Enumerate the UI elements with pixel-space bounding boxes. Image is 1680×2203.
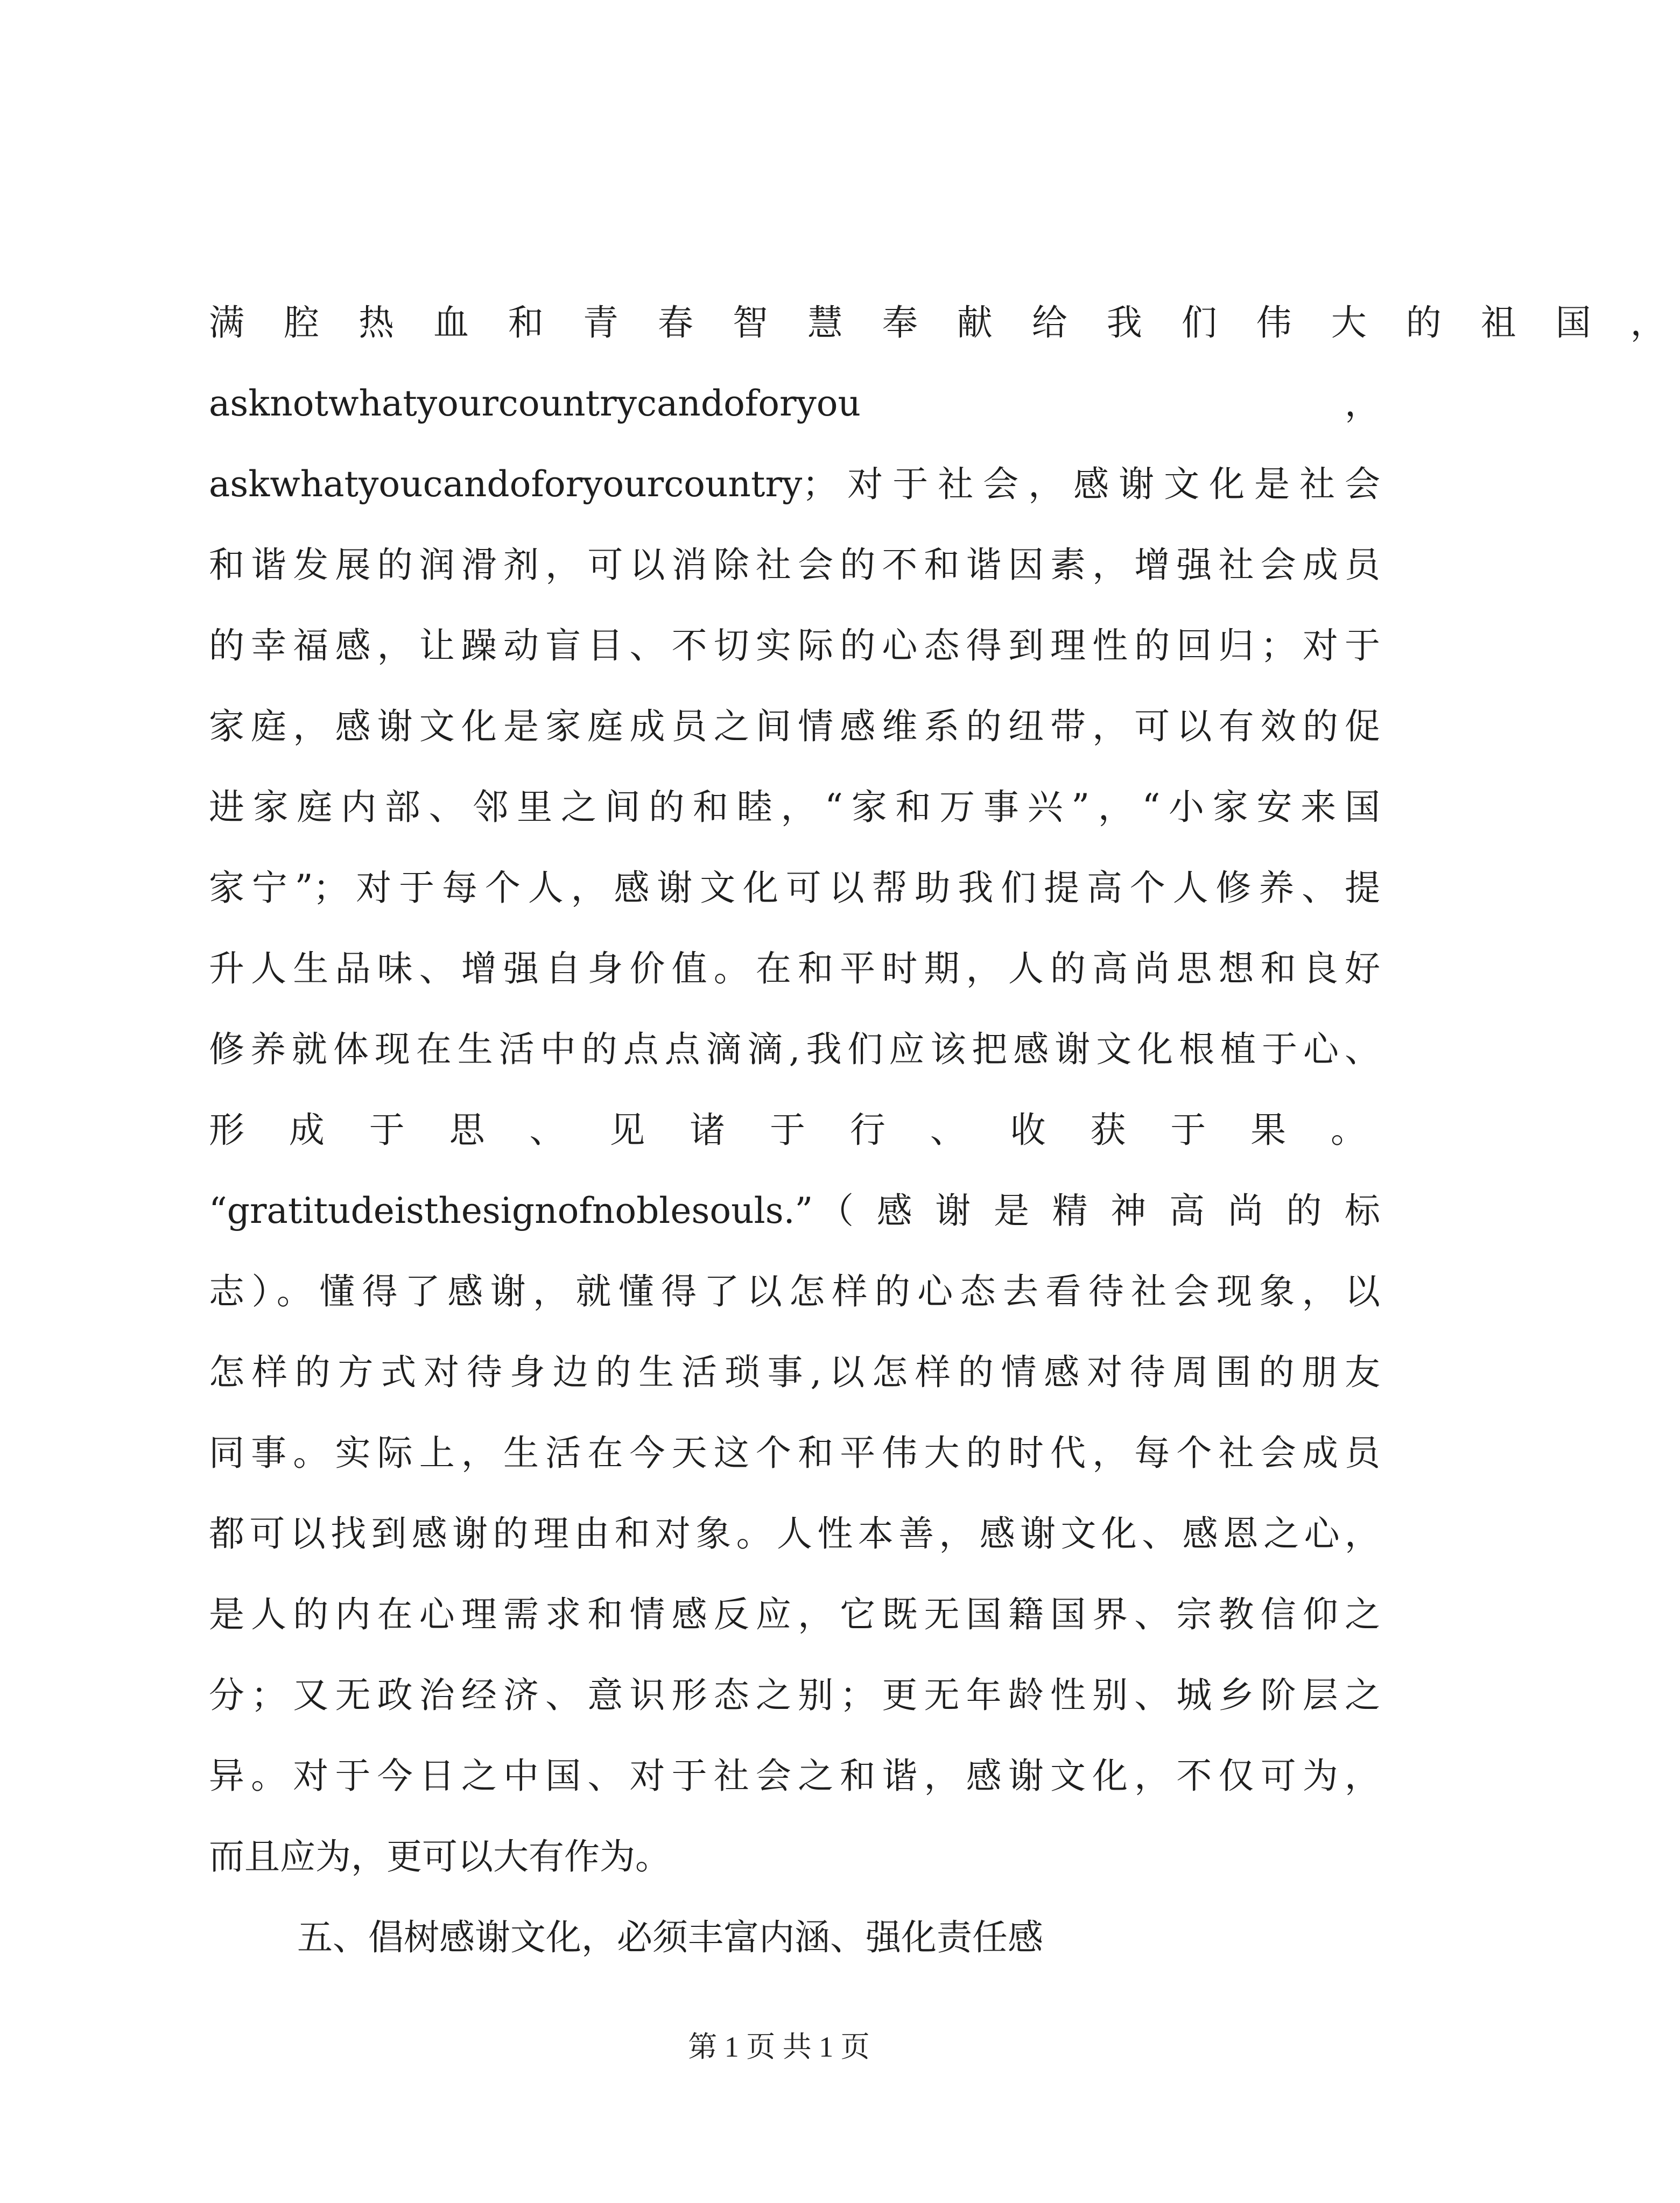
body-line: 进家庭内部、邻里之间的和睦，“家和万事兴”，“小家安来国	[209, 786, 1380, 828]
body-line: 怎样的方式对待身边的生活琐事,以怎样的情感对待周围的朋友	[209, 1352, 1380, 1393]
body-line: 异。对于今日之中国、对于社会之和谐，感谢文化，不仅可为，	[209, 1755, 1380, 1797]
body-line: 而且应为，更可以大有作为。	[209, 1836, 671, 1877]
body-line: asknotwhatyourcountrycandoforyou ，	[209, 383, 1380, 424]
body-line: 升人生品味、增强自身价值。在和平时期，人的高尚思想和良好	[209, 948, 1380, 989]
body-line: 同事。实际上，生活在今天这个和平伟大的时代，每个社会成员	[209, 1432, 1380, 1474]
body-line: 的幸福感，让躁动盲目、不切实际的心态得到理性的回归；对于	[209, 625, 1380, 666]
body-line: 都可以找到感谢的理由和对象。人性本善，感谢文化、感恩之心，	[209, 1513, 1380, 1554]
body-line: 和谐发展的润滑剂，可以消除社会的不和谐因素，增强社会成员	[209, 544, 1380, 586]
body-line: 满 腔 热 血 和 青 春 智 慧 奉 献 给 我 们 伟 大 的 祖 国 ，	[209, 302, 1680, 343]
body-line: 分；又无政治经济、意识形态之别；更无年龄性别、城乡阶层之	[209, 1674, 1380, 1716]
body-line: 是人的内在心理需求和情感反应，它既无国籍国界、宗教信仰之	[209, 1594, 1380, 1635]
body-line: 家庭，感谢文化是家庭成员之间情感维系的纽带，可以有效的促	[209, 706, 1380, 747]
body-line: 形 成 于 思 、 见 诸 于 行 、 收 获 于 果 。	[209, 1109, 1380, 1151]
body-line: askwhatyoucandoforyourcountry；对于社会，感谢文化是社会	[209, 463, 1380, 505]
body-line: 家宁”；对于每个人，感谢文化可以帮助我们提高个人修养、提	[209, 867, 1380, 909]
page-footer: 第 1 页 共 1 页	[688, 2031, 870, 2063]
body-line: “gratitudeisthesignofnoblesouls.”（感谢是精神高尚的标	[209, 1190, 1380, 1231]
body-line: 修养就体现在生活中的点点滴滴,我们应该把感谢文化根植于心、	[209, 1029, 1380, 1070]
body-line: 志）。懂得了感谢，就懂得了以怎样的心态去看待社会现象，以	[209, 1271, 1380, 1312]
section-heading: 五、倡树感谢文化，必须丰富内涵、强化责任感	[297, 1917, 1043, 1958]
